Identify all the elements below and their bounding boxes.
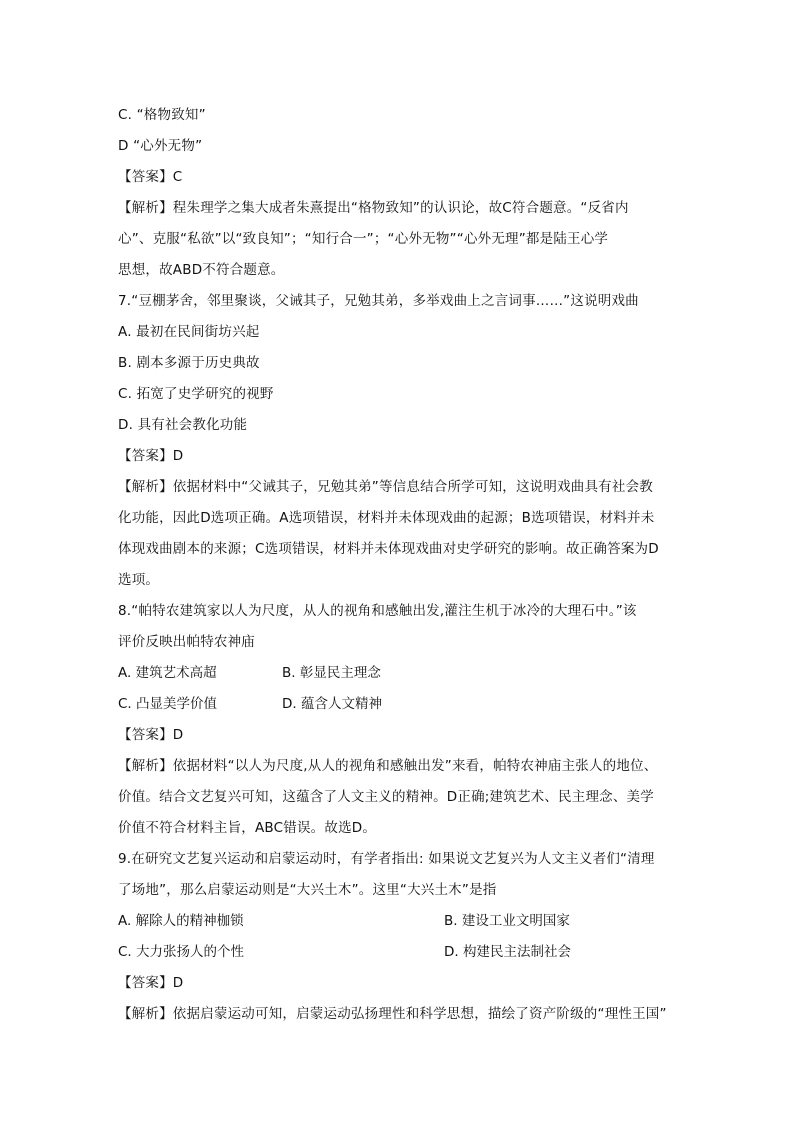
q8-options-row-2 xyxy=(118,689,684,720)
q8-stem xyxy=(118,596,684,658)
q9-answer: 【答案】D xyxy=(118,975,184,991)
q6-analysis-line: 【解析】程朱理学之集大成者朱熹提出“格物致知”的认识论，故C符合题意。“反省内 xyxy=(118,200,629,216)
q9-options-row-2 xyxy=(118,937,684,968)
q9-analysis xyxy=(118,999,684,1030)
document-page xyxy=(118,100,684,1030)
q8-options-row-1 xyxy=(118,658,684,689)
q9-option-a: A. 解除人的精神枷锁 xyxy=(118,913,244,929)
q7-answer: 【答案】D xyxy=(118,448,184,464)
q7-analysis-line: 体现戏曲剧本的来源；C选项错误，材料并未体现戏曲对史学研究的影响。故正确答案为D xyxy=(118,541,659,557)
q6-analysis-line: 心”、克服“私欲”以“致良知”；“知行合一”；“心外无物”“心外无理”都是陆王心学 xyxy=(118,231,609,247)
q9-option-c: C. 大力张扬人的个性 xyxy=(118,944,245,960)
q7-option-c: C. 拓宽了史学研究的视野 xyxy=(118,386,274,402)
q9-options-row-1 xyxy=(118,906,684,937)
q8-stem-line: 8.“帕特农建筑家以人为尺度，从人的视角和感触出发,灌注生机于冰冷的大理石中。”该 xyxy=(118,603,637,619)
q9-option-b: B. 建设工业文明国家 xyxy=(444,913,570,929)
q8-option-d: D. 蕴含人文精神 xyxy=(282,696,382,712)
q8-option-b: B. 彰显民主理念 xyxy=(282,665,381,681)
q7-analysis-line: 选项。 xyxy=(118,572,160,588)
q8-option-a: A. 建筑艺术高超 xyxy=(118,665,217,681)
q7-option-a: A. 最初在民间街坊兴起 xyxy=(118,324,260,340)
q7-analysis-line: 【解析】依据材料中“父诫其子，兄勉其弟”等信息结合所学可知，这说明戏曲具有社会教 xyxy=(118,479,653,495)
q7-option-b: B. 剧本多源于历史典故 xyxy=(118,355,260,371)
q9-stem-line: 9.在研究文艺复兴运动和启蒙运动时，有学者指出: 如果说文艺复兴为人文主义者们“清理 xyxy=(118,851,655,867)
q6-option-c: C. “格物致知” xyxy=(118,107,206,123)
q9-stem-line: 了场地”，那么启蒙运动则是“大兴土木”。这里“大兴土木”是指 xyxy=(118,882,497,898)
q6-option-d: D “心外无物” xyxy=(118,138,203,154)
q8-answer: 【答案】D xyxy=(118,727,184,743)
q6-analysis-line: 思想，故ABD不符合题意。 xyxy=(118,262,285,278)
q9-option-d: D. 构建民主法制社会 xyxy=(444,944,571,960)
q8-analysis xyxy=(118,751,684,844)
q8-analysis-line: 价值不符合材料主旨，ABC错误。故选D。 xyxy=(118,820,377,836)
q7-stem: 7.“豆棚茅舍，邻里聚谈，父诫其子，兄勉其弟，多举戏曲上之言词事……”这说明戏曲 xyxy=(118,293,639,309)
q6-analysis xyxy=(118,193,684,286)
q8-analysis-line: 价值。结合文艺复兴可知，这蕴含了人文主义的精神。D正确;建筑艺术、民主理念、美学 xyxy=(118,789,654,805)
q9-analysis-line: 【解析】依据启蒙运动可知，启蒙运动弘扬理性和科学思想，描绘了资产阶级的“理性王国” xyxy=(118,1006,667,1022)
q8-option-c: C. 凸显美学价值 xyxy=(118,696,218,712)
q7-analysis-line: 化功能，因此D选项正确。A选项错误，材料并未体现戏曲的起源；B选项错误，材料并未 xyxy=(118,510,655,526)
q7-option-d: D. 具有社会教化功能 xyxy=(118,417,248,433)
q7-analysis xyxy=(118,472,684,596)
q8-analysis-line: 【解析】依据材料“以人为尺度,从人的视角和感触出发”来看，帕特农神庙主张人的地位、 xyxy=(118,758,658,774)
q8-stem-line: 评价反映出帕特农神庙 xyxy=(118,634,255,650)
q9-stem xyxy=(118,844,684,906)
q6-answer: 【答案】C xyxy=(118,169,183,185)
